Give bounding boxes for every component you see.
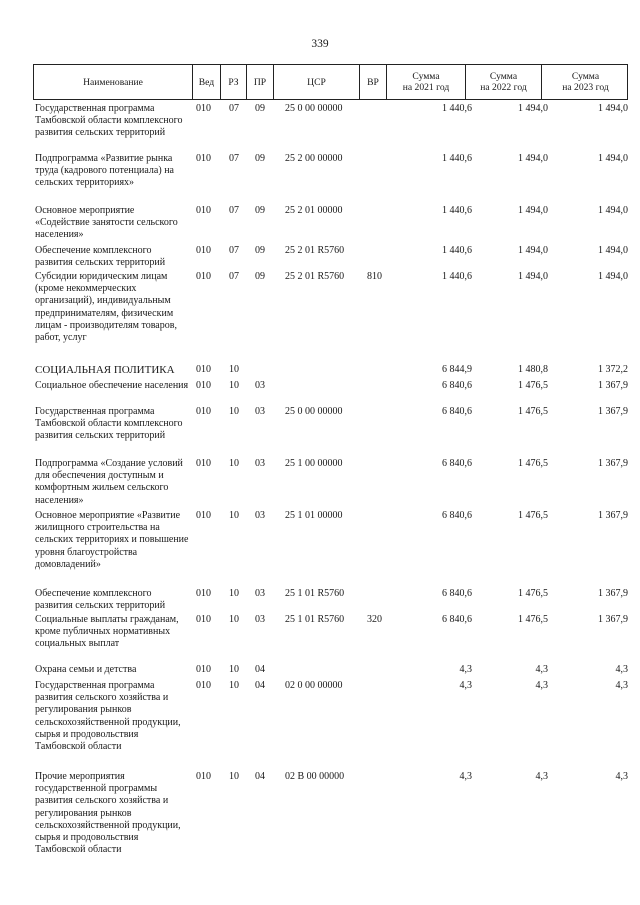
header-rz: РЗ xyxy=(220,65,246,99)
header-sum-2023-line2: на 2023 год xyxy=(562,82,609,93)
cell-s2021: 6 840,6 xyxy=(442,614,472,625)
cell-s2021: 4,3 xyxy=(459,664,472,675)
header-sum-2021 xyxy=(386,65,465,99)
cell-s2021: 1 440,6 xyxy=(442,245,472,256)
cell-pr: 03 xyxy=(255,458,265,469)
cell-csr: 25 2 00 00000 xyxy=(285,153,343,164)
cell-s2022: 1 476,5 xyxy=(518,458,548,469)
cell-name: Государственная программа Тамбовской области комплексного развития сельских территорий xyxy=(35,103,183,139)
cell-s2023: 4,3 xyxy=(615,664,628,675)
cell-csr: 02 В 00 00000 xyxy=(285,771,345,782)
cell-name: Основное мероприятие «Содействие занятости сельского населения» xyxy=(35,205,178,241)
cell-name: Обеспечение комплексного развития сельских территорий xyxy=(35,245,166,269)
cell-s2023: 4,3 xyxy=(615,771,628,782)
cell-s2022: 1 494,0 xyxy=(518,153,548,164)
header-sum-2023 xyxy=(541,65,629,99)
cell-csr: 25 1 01 R5760 xyxy=(285,588,345,599)
cell-ved: 010 xyxy=(196,103,211,114)
cell-s2022: 1 494,0 xyxy=(518,245,548,256)
cell-ved: 010 xyxy=(196,406,211,417)
cell-s2023: 1 367,9 xyxy=(598,458,628,469)
cell-pr: 09 xyxy=(255,245,265,256)
cell-s2021: 6 844,9 xyxy=(442,364,472,375)
header-sum-2022-line1: Сумма xyxy=(489,71,518,82)
cell-csr: 25 1 00 00000 xyxy=(285,458,343,469)
cell-rz: 10 xyxy=(229,364,239,375)
header-ved: Вед xyxy=(192,65,220,99)
cell-csr: 25 0 00 00000 xyxy=(285,103,343,114)
cell-pr: 09 xyxy=(255,271,265,282)
cell-rz: 07 xyxy=(229,103,239,114)
cell-pr: 04 xyxy=(255,664,265,675)
cell-csr: 25 2 01 R5760 xyxy=(285,245,345,256)
cell-name: Государственная программа развития сельского хозяйства и регулирования рынков сельскохозяйственной продукции, сырья и продовольствия Тамбовской области xyxy=(35,680,181,753)
cell-name: Социальное обеспечение населения xyxy=(35,380,189,391)
cell-s2022: 4,3 xyxy=(535,664,548,675)
cell-pr: 03 xyxy=(255,510,265,521)
cell-name: Социальные выплаты гражданам, кроме публичных нормативных социальных выплат xyxy=(35,614,179,650)
table-header xyxy=(33,64,628,100)
cell-s2021: 4,3 xyxy=(459,771,472,782)
cell-s2021: 6 840,6 xyxy=(442,510,472,521)
cell-rz: 07 xyxy=(229,271,239,282)
cell-pr: 04 xyxy=(255,680,265,691)
cell-s2021: 1 440,6 xyxy=(442,205,472,216)
cell-ved: 010 xyxy=(196,271,211,282)
cell-s2021: 4,3 xyxy=(459,680,472,691)
cell-csr: 25 1 01 00000 xyxy=(285,510,343,521)
cell-pr: 04 xyxy=(255,771,265,782)
cell-s2022: 1 480,8 xyxy=(518,364,548,375)
cell-rz: 10 xyxy=(229,510,239,521)
cell-s2023: 1 494,0 xyxy=(598,245,628,256)
cell-name: Охрана семьи и детства xyxy=(35,664,137,675)
cell-csr: 25 1 01 R5760 xyxy=(285,614,345,625)
page-number: 339 xyxy=(311,38,329,50)
cell-s2022: 1 494,0 xyxy=(518,103,548,114)
cell-name: Подпрограмма «Создание условий для обеспечения доступным и комфортным жильем сельского населения» xyxy=(35,458,183,506)
header-sum-2022-line2: на 2022 год xyxy=(480,82,527,93)
cell-s2021: 1 440,6 xyxy=(442,271,472,282)
cell-s2023: 1 494,0 xyxy=(598,205,628,216)
cell-s2023: 1 494,0 xyxy=(598,153,628,164)
cell-rz: 10 xyxy=(229,458,239,469)
cell-name: СОЦИАЛЬНАЯ ПОЛИТИКА xyxy=(35,364,175,376)
cell-s2023: 1 367,9 xyxy=(598,614,628,625)
cell-ved: 010 xyxy=(196,458,211,469)
cell-s2021: 1 440,6 xyxy=(442,103,472,114)
cell-vr: 810 xyxy=(367,271,382,282)
header-sum-2021-line2: на 2021 год xyxy=(402,82,450,93)
cell-rz: 07 xyxy=(229,153,239,164)
cell-name: Прочие мероприятия государственной программы развития сельского хозяйства и регулирования рынков сельскохозяйственной продукции, сырья и продовольствия Тамбовской области xyxy=(35,771,181,856)
cell-ved: 010 xyxy=(196,364,211,375)
cell-ved: 010 xyxy=(196,680,211,691)
cell-s2021: 6 840,6 xyxy=(442,588,472,599)
cell-s2022: 1 494,0 xyxy=(518,205,548,216)
cell-s2022: 4,3 xyxy=(535,680,548,691)
cell-ved: 010 xyxy=(196,153,211,164)
header-csr: ЦСР xyxy=(273,65,359,99)
cell-s2023: 1 367,9 xyxy=(598,406,628,417)
cell-s2023: 1 494,0 xyxy=(598,103,628,114)
cell-s2022: 1 494,0 xyxy=(518,271,548,282)
cell-ved: 010 xyxy=(196,588,211,599)
cell-ved: 010 xyxy=(196,380,211,391)
cell-rz: 07 xyxy=(229,245,239,256)
cell-rz: 10 xyxy=(229,771,239,782)
cell-csr: 25 2 01 R5760 xyxy=(285,271,345,282)
cell-s2022: 4,3 xyxy=(535,771,548,782)
cell-ved: 010 xyxy=(196,510,211,521)
header-sum-2022 xyxy=(465,65,541,99)
cell-rz: 10 xyxy=(229,406,239,417)
header-sum-2023-line1: Сумма xyxy=(571,71,600,82)
cell-s2021: 6 840,6 xyxy=(442,406,472,417)
cell-s2022: 1 476,5 xyxy=(518,510,548,521)
cell-s2023: 1 494,0 xyxy=(598,271,628,282)
cell-name: Основное мероприятие «Развитие жилищного строительства на сельских территориях и повышение уровня благоустройства домовладений» xyxy=(35,510,189,570)
cell-pr: 03 xyxy=(255,614,265,625)
cell-rz: 10 xyxy=(229,614,239,625)
cell-vr: 320 xyxy=(367,614,382,625)
cell-rz: 10 xyxy=(229,588,239,599)
cell-pr: 03 xyxy=(255,406,265,417)
cell-s2023: 4,3 xyxy=(615,680,628,691)
header-pr: ПР xyxy=(246,65,273,99)
cell-s2022: 1 476,5 xyxy=(518,380,548,391)
cell-csr: 25 0 00 00000 xyxy=(285,406,343,417)
header-sum-2021-line1: Сумма xyxy=(412,71,440,82)
cell-pr: 09 xyxy=(255,103,265,114)
cell-csr: 02 0 00 00000 xyxy=(285,680,343,691)
cell-rz: 10 xyxy=(229,380,239,391)
cell-name: Государственная программа Тамбовской области комплексного развития сельских территорий xyxy=(35,406,183,442)
header-name: Наименование xyxy=(83,76,143,88)
cell-s2021: 6 840,6 xyxy=(442,458,472,469)
cell-name: Подпрограмма «Развитие рынка труда (кадрового потенциала) на сельских территориях» xyxy=(35,153,174,189)
cell-s2023: 1 372,2 xyxy=(598,364,628,375)
cell-ved: 010 xyxy=(196,664,211,675)
cell-rz: 10 xyxy=(229,680,239,691)
cell-rz: 10 xyxy=(229,664,239,675)
cell-s2023: 1 367,9 xyxy=(598,588,628,599)
cell-rz: 07 xyxy=(229,205,239,216)
cell-ved: 010 xyxy=(196,245,211,256)
cell-ved: 010 xyxy=(196,205,211,216)
cell-name: Обеспечение комплексного развития сельских территорий xyxy=(35,588,166,612)
cell-s2023: 1 367,9 xyxy=(598,510,628,521)
cell-ved: 010 xyxy=(196,771,211,782)
cell-pr: 09 xyxy=(255,205,265,216)
cell-ved: 010 xyxy=(196,614,211,625)
cell-pr: 09 xyxy=(255,153,265,164)
cell-s2021: 6 840,6 xyxy=(442,380,472,391)
cell-s2022: 1 476,5 xyxy=(518,614,548,625)
cell-s2022: 1 476,5 xyxy=(518,406,548,417)
cell-pr: 03 xyxy=(255,380,265,391)
cell-name: Субсидии юридическим лицам (кроме некоммерческих организаций), индивидуальным предпринимателям, физическим лицам - производителям товаров, работ, услуг xyxy=(35,271,177,344)
cell-s2022: 1 476,5 xyxy=(518,588,548,599)
cell-csr: 25 2 01 00000 xyxy=(285,205,343,216)
cell-pr: 03 xyxy=(255,588,265,599)
cell-s2021: 1 440,6 xyxy=(442,153,472,164)
cell-s2023: 1 367,9 xyxy=(598,380,628,391)
header-vr: ВР xyxy=(359,65,386,99)
